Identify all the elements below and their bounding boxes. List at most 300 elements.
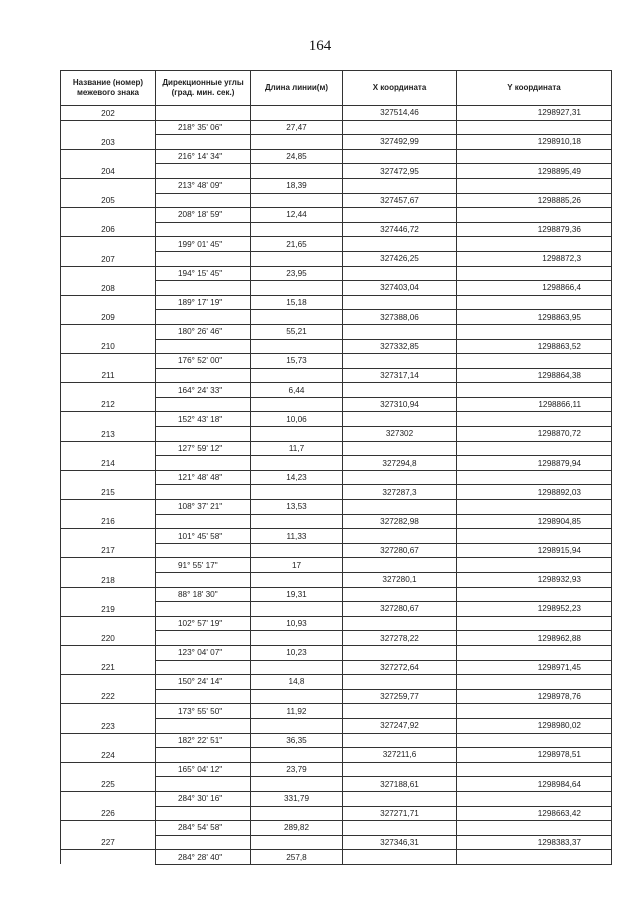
table-row bbox=[61, 222, 612, 237]
point-name: 210 bbox=[61, 339, 156, 354]
line-length: 15,73 bbox=[251, 354, 343, 369]
empty-cell bbox=[343, 441, 457, 456]
empty-cell bbox=[156, 397, 251, 412]
empty-cell bbox=[61, 383, 156, 398]
line-length: 12,44 bbox=[251, 208, 343, 223]
empty-cell bbox=[343, 529, 457, 544]
empty-cell bbox=[457, 120, 612, 135]
empty-cell bbox=[343, 266, 457, 281]
table-row bbox=[61, 164, 612, 179]
x-coordinate: 327426,25 bbox=[343, 251, 457, 266]
empty-cell bbox=[343, 470, 457, 485]
table-row bbox=[61, 178, 612, 193]
empty-cell bbox=[61, 762, 156, 777]
empty-cell bbox=[343, 149, 457, 164]
empty-cell bbox=[251, 339, 343, 354]
empty-cell bbox=[251, 543, 343, 558]
direction-angle: 176° 52' 00" bbox=[156, 354, 251, 369]
x-coordinate: 327492,99 bbox=[343, 135, 457, 150]
empty-cell bbox=[156, 164, 251, 179]
table-row bbox=[61, 441, 612, 456]
x-coordinate: 327247,92 bbox=[343, 718, 457, 733]
header-y: Y координата bbox=[457, 71, 612, 106]
table-row bbox=[61, 149, 612, 164]
empty-cell bbox=[457, 587, 612, 602]
point-name: 227 bbox=[61, 835, 156, 850]
direction-angle: 101° 45' 58" bbox=[156, 529, 251, 544]
direction-angle: 194° 15' 45" bbox=[156, 266, 251, 281]
point-name: 203 bbox=[61, 135, 156, 150]
empty-cell bbox=[343, 791, 457, 806]
point-name: 224 bbox=[61, 748, 156, 763]
table-row bbox=[61, 631, 612, 646]
y-coordinate: 1298978,51 bbox=[457, 748, 612, 763]
x-coordinate: 327280,67 bbox=[343, 602, 457, 617]
header-name: Название (номер) межевого знака bbox=[61, 71, 156, 106]
empty-cell bbox=[343, 178, 457, 193]
point-name: 223 bbox=[61, 718, 156, 733]
direction-angle: 127° 59' 12" bbox=[156, 441, 251, 456]
y-coordinate: 1298895,49 bbox=[457, 164, 612, 179]
y-coordinate: 1298866,4 bbox=[457, 281, 612, 296]
empty-cell bbox=[156, 368, 251, 383]
empty-cell bbox=[156, 602, 251, 617]
empty-cell bbox=[251, 135, 343, 150]
y-coordinate: 1298952,23 bbox=[457, 602, 612, 617]
empty-cell bbox=[156, 806, 251, 821]
empty-cell bbox=[251, 573, 343, 588]
empty-cell bbox=[343, 616, 457, 631]
empty-cell bbox=[457, 500, 612, 515]
empty-cell bbox=[156, 777, 251, 792]
empty-cell bbox=[457, 616, 612, 631]
empty-cell bbox=[61, 675, 156, 690]
line-length: 11,33 bbox=[251, 529, 343, 544]
empty-cell bbox=[343, 675, 457, 690]
point-name: 219 bbox=[61, 602, 156, 617]
table-row bbox=[61, 383, 612, 398]
table-row bbox=[61, 791, 612, 806]
direction-angle: 108° 37' 21" bbox=[156, 500, 251, 515]
empty-cell bbox=[61, 178, 156, 193]
empty-cell bbox=[61, 645, 156, 660]
empty-cell bbox=[61, 120, 156, 135]
y-coordinate: 1298663,42 bbox=[457, 806, 612, 821]
empty-cell bbox=[61, 850, 156, 865]
empty-cell bbox=[457, 237, 612, 252]
direction-angle: 173° 55' 50" bbox=[156, 704, 251, 719]
empty-cell bbox=[251, 660, 343, 675]
empty-cell bbox=[251, 164, 343, 179]
empty-cell bbox=[457, 675, 612, 690]
x-coordinate: 327403,04 bbox=[343, 281, 457, 296]
empty-cell bbox=[343, 120, 457, 135]
table-row bbox=[61, 835, 612, 850]
empty-cell bbox=[156, 339, 251, 354]
table-row bbox=[61, 339, 612, 354]
empty-cell bbox=[343, 324, 457, 339]
line-length: 21,65 bbox=[251, 237, 343, 252]
empty-cell bbox=[457, 733, 612, 748]
table-row bbox=[61, 412, 612, 427]
empty-cell bbox=[156, 281, 251, 296]
empty-cell bbox=[251, 631, 343, 646]
point-name: 225 bbox=[61, 777, 156, 792]
direction-angle: 150° 24' 14" bbox=[156, 675, 251, 690]
empty-cell bbox=[61, 266, 156, 281]
y-coordinate: 1298962,88 bbox=[457, 631, 612, 646]
empty-cell bbox=[61, 470, 156, 485]
y-coordinate: 1298904,85 bbox=[457, 514, 612, 529]
table-row bbox=[61, 558, 612, 573]
y-coordinate: 1298866,11 bbox=[457, 397, 612, 412]
empty-cell bbox=[61, 149, 156, 164]
point-name: 211 bbox=[61, 368, 156, 383]
empty-cell bbox=[61, 587, 156, 602]
direction-angle: 218° 35' 06" bbox=[156, 120, 251, 135]
line-length: 17 bbox=[251, 558, 343, 573]
empty-cell bbox=[343, 237, 457, 252]
empty-cell bbox=[61, 441, 156, 456]
point-name: 208 bbox=[61, 281, 156, 296]
y-coordinate: 1298863,95 bbox=[457, 310, 612, 325]
table-row bbox=[61, 310, 612, 325]
table-row bbox=[61, 500, 612, 515]
x-coordinate: 327280,67 bbox=[343, 543, 457, 558]
point-name: 226 bbox=[61, 806, 156, 821]
table-row bbox=[61, 762, 612, 777]
direction-angle: 123° 04' 07" bbox=[156, 645, 251, 660]
direction-angle: 88° 18' 30" bbox=[156, 587, 251, 602]
empty-cell bbox=[343, 587, 457, 602]
y-coordinate: 1298978,76 bbox=[457, 689, 612, 704]
direction-angle: 199° 01' 45" bbox=[156, 237, 251, 252]
empty-cell bbox=[156, 748, 251, 763]
empty-cell bbox=[457, 354, 612, 369]
table-row bbox=[61, 514, 612, 529]
line-length: 289,82 bbox=[251, 821, 343, 836]
empty-cell bbox=[251, 281, 343, 296]
empty-cell bbox=[61, 616, 156, 631]
table-row bbox=[61, 368, 612, 383]
point-name: 209 bbox=[61, 310, 156, 325]
table-row bbox=[61, 587, 612, 602]
line-length: 27,47 bbox=[251, 120, 343, 135]
point-name: 216 bbox=[61, 514, 156, 529]
empty-cell bbox=[457, 383, 612, 398]
empty-cell bbox=[251, 514, 343, 529]
empty-cell bbox=[61, 704, 156, 719]
empty-cell bbox=[457, 412, 612, 427]
table-row bbox=[61, 485, 612, 500]
direction-angle: 165° 04' 12" bbox=[156, 762, 251, 777]
line-length: 11,7 bbox=[251, 441, 343, 456]
point-name: 221 bbox=[61, 660, 156, 675]
table-row bbox=[61, 602, 612, 617]
direction-angle: 284° 54' 58" bbox=[156, 821, 251, 836]
point-name: 215 bbox=[61, 485, 156, 500]
empty-cell bbox=[61, 500, 156, 515]
empty-cell bbox=[156, 427, 251, 442]
empty-cell bbox=[457, 266, 612, 281]
table-row bbox=[61, 573, 612, 588]
empty-cell bbox=[156, 543, 251, 558]
empty-cell bbox=[61, 733, 156, 748]
empty-cell bbox=[61, 354, 156, 369]
table-row bbox=[61, 237, 612, 252]
line-length: 10,93 bbox=[251, 616, 343, 631]
boundary-points-table bbox=[60, 70, 612, 865]
empty-cell bbox=[251, 806, 343, 821]
empty-cell bbox=[343, 208, 457, 223]
direction-angle: 208° 18' 59" bbox=[156, 208, 251, 223]
direction-angle: 182° 22' 51" bbox=[156, 733, 251, 748]
line-length: 23,79 bbox=[251, 762, 343, 777]
empty-cell bbox=[251, 602, 343, 617]
x-coordinate: 327457,67 bbox=[343, 193, 457, 208]
x-coordinate: 327271,71 bbox=[343, 806, 457, 821]
point-name: 222 bbox=[61, 689, 156, 704]
line-length: 36,35 bbox=[251, 733, 343, 748]
direction-angle: 189° 17' 19" bbox=[156, 295, 251, 310]
table-row bbox=[61, 718, 612, 733]
table-row bbox=[61, 397, 612, 412]
empty-cell bbox=[251, 777, 343, 792]
point-name: 202 bbox=[61, 106, 156, 121]
empty-cell bbox=[156, 514, 251, 529]
x-coordinate: 327317,14 bbox=[343, 368, 457, 383]
line-length: 13,53 bbox=[251, 500, 343, 515]
empty-cell bbox=[156, 456, 251, 471]
empty-cell bbox=[457, 850, 612, 865]
empty-cell bbox=[343, 762, 457, 777]
empty-cell bbox=[457, 149, 612, 164]
table-row bbox=[61, 675, 612, 690]
direction-angle: 284° 30' 16" bbox=[156, 791, 251, 806]
line-length: 6,44 bbox=[251, 383, 343, 398]
direction-angle: 213° 48' 09" bbox=[156, 178, 251, 193]
empty-cell bbox=[156, 193, 251, 208]
empty-cell bbox=[61, 324, 156, 339]
header-angle: Дирекционные углы (град. мин. сек.) bbox=[156, 71, 251, 106]
empty-cell bbox=[156, 631, 251, 646]
direction-angle: 180° 26' 46" bbox=[156, 324, 251, 339]
table-row bbox=[61, 427, 612, 442]
empty-cell bbox=[61, 529, 156, 544]
line-length: 331,79 bbox=[251, 791, 343, 806]
y-coordinate: 1298971,45 bbox=[457, 660, 612, 675]
table-row bbox=[61, 748, 612, 763]
line-length: 14,8 bbox=[251, 675, 343, 690]
y-coordinate: 1298980,02 bbox=[457, 718, 612, 733]
table-row bbox=[61, 281, 612, 296]
table-row bbox=[61, 704, 612, 719]
y-coordinate: 1298885,26 bbox=[457, 193, 612, 208]
y-coordinate: 1298927,31 bbox=[457, 106, 612, 121]
y-coordinate: 1298872,3 bbox=[457, 251, 612, 266]
empty-cell bbox=[343, 704, 457, 719]
direction-angle: 91° 55' 17" bbox=[156, 558, 251, 573]
table-row bbox=[61, 354, 612, 369]
line-length: 10,06 bbox=[251, 412, 343, 427]
empty-cell bbox=[457, 762, 612, 777]
table-row bbox=[61, 821, 612, 836]
table-row bbox=[61, 208, 612, 223]
empty-cell bbox=[457, 645, 612, 660]
x-coordinate: 327302 bbox=[343, 427, 457, 442]
empty-cell bbox=[251, 251, 343, 266]
empty-cell bbox=[156, 660, 251, 675]
empty-cell bbox=[343, 558, 457, 573]
empty-cell bbox=[61, 237, 156, 252]
x-coordinate: 327278,22 bbox=[343, 631, 457, 646]
x-coordinate: 327446,72 bbox=[343, 222, 457, 237]
line-length: 23,95 bbox=[251, 266, 343, 281]
empty-cell bbox=[156, 485, 251, 500]
x-coordinate: 327211,6 bbox=[343, 748, 457, 763]
empty-cell bbox=[61, 821, 156, 836]
y-coordinate: 1298879,36 bbox=[457, 222, 612, 237]
x-coordinate: 327287,3 bbox=[343, 485, 457, 500]
table-row bbox=[61, 616, 612, 631]
empty-cell bbox=[61, 295, 156, 310]
table-row bbox=[61, 850, 612, 865]
x-coordinate: 327294,8 bbox=[343, 456, 457, 471]
empty-cell bbox=[457, 558, 612, 573]
empty-cell bbox=[156, 310, 251, 325]
line-length: 257,8 bbox=[251, 850, 343, 865]
direction-angle: 102° 57' 19" bbox=[156, 616, 251, 631]
empty-cell bbox=[251, 718, 343, 733]
direction-angle: 164° 24' 33" bbox=[156, 383, 251, 398]
x-coordinate: 327346,31 bbox=[343, 835, 457, 850]
empty-cell bbox=[156, 689, 251, 704]
empty-cell bbox=[156, 222, 251, 237]
page-number: 164 bbox=[308, 38, 332, 54]
x-coordinate: 327282,98 bbox=[343, 514, 457, 529]
table-row bbox=[61, 470, 612, 485]
empty-cell bbox=[343, 645, 457, 660]
empty-cell bbox=[251, 368, 343, 383]
table-row bbox=[61, 193, 612, 208]
point-name: 212 bbox=[61, 397, 156, 412]
table-row bbox=[61, 806, 612, 821]
direction-angle: 152° 43' 18" bbox=[156, 412, 251, 427]
empty-cell bbox=[156, 835, 251, 850]
x-coordinate: 327272,64 bbox=[343, 660, 457, 675]
empty-cell bbox=[251, 427, 343, 442]
y-coordinate: 1298879,94 bbox=[457, 456, 612, 471]
y-coordinate: 1298892,03 bbox=[457, 485, 612, 500]
table-row bbox=[61, 689, 612, 704]
table-row bbox=[61, 120, 612, 135]
point-name: 206 bbox=[61, 222, 156, 237]
point-name: 218 bbox=[61, 573, 156, 588]
empty-cell bbox=[251, 485, 343, 500]
table-row bbox=[61, 529, 612, 544]
table-row bbox=[61, 251, 612, 266]
empty-cell bbox=[61, 208, 156, 223]
empty-cell bbox=[61, 558, 156, 573]
table-row bbox=[61, 777, 612, 792]
table-row bbox=[61, 543, 612, 558]
empty-cell bbox=[343, 295, 457, 310]
empty-cell bbox=[457, 324, 612, 339]
point-name: 217 bbox=[61, 543, 156, 558]
direction-angle: 284° 28' 40" bbox=[156, 850, 251, 865]
table-header-row bbox=[61, 71, 612, 106]
point-name: 213 bbox=[61, 427, 156, 442]
table-row bbox=[61, 645, 612, 660]
empty-cell bbox=[457, 704, 612, 719]
empty-cell bbox=[251, 748, 343, 763]
table-row bbox=[61, 295, 612, 310]
line-length: 11,92 bbox=[251, 704, 343, 719]
empty-cell bbox=[343, 850, 457, 865]
header-length: Длина линии(м) bbox=[251, 71, 343, 106]
empty-cell bbox=[251, 310, 343, 325]
direction-angle: 216° 14' 34" bbox=[156, 149, 251, 164]
line-length: 15,18 bbox=[251, 295, 343, 310]
empty-cell bbox=[156, 106, 251, 121]
empty-cell bbox=[156, 251, 251, 266]
empty-cell bbox=[251, 835, 343, 850]
direction-angle: 121° 48' 48" bbox=[156, 470, 251, 485]
table-row bbox=[61, 106, 612, 121]
y-coordinate: 1298864,38 bbox=[457, 368, 612, 383]
empty-cell bbox=[457, 791, 612, 806]
y-coordinate: 1298984,64 bbox=[457, 777, 612, 792]
empty-cell bbox=[457, 178, 612, 193]
empty-cell bbox=[251, 456, 343, 471]
empty-cell bbox=[251, 106, 343, 121]
line-length: 55,21 bbox=[251, 324, 343, 339]
empty-cell bbox=[343, 412, 457, 427]
empty-cell bbox=[343, 354, 457, 369]
empty-cell bbox=[457, 208, 612, 223]
table-row bbox=[61, 266, 612, 281]
table-body bbox=[61, 106, 612, 865]
header-x: X координата bbox=[343, 71, 457, 106]
empty-cell bbox=[251, 397, 343, 412]
line-length: 10,23 bbox=[251, 645, 343, 660]
y-coordinate: 1298910,18 bbox=[457, 135, 612, 150]
point-name: 220 bbox=[61, 631, 156, 646]
point-name: 205 bbox=[61, 193, 156, 208]
table-row bbox=[61, 135, 612, 150]
line-length: 19,31 bbox=[251, 587, 343, 602]
y-coordinate: 1298915,94 bbox=[457, 543, 612, 558]
table-row bbox=[61, 733, 612, 748]
empty-cell bbox=[343, 500, 457, 515]
empty-cell bbox=[457, 441, 612, 456]
boundary-points-table-container bbox=[60, 70, 611, 865]
x-coordinate: 327514,46 bbox=[343, 106, 457, 121]
point-name: 207 bbox=[61, 251, 156, 266]
empty-cell bbox=[156, 573, 251, 588]
line-length: 14,23 bbox=[251, 470, 343, 485]
y-coordinate: 1298870,72 bbox=[457, 427, 612, 442]
x-coordinate: 327188,61 bbox=[343, 777, 457, 792]
empty-cell bbox=[457, 295, 612, 310]
x-coordinate: 327472,95 bbox=[343, 164, 457, 179]
x-coordinate: 327259,77 bbox=[343, 689, 457, 704]
empty-cell bbox=[156, 135, 251, 150]
empty-cell bbox=[457, 821, 612, 836]
empty-cell bbox=[61, 791, 156, 806]
empty-cell bbox=[457, 470, 612, 485]
x-coordinate: 327310,94 bbox=[343, 397, 457, 412]
